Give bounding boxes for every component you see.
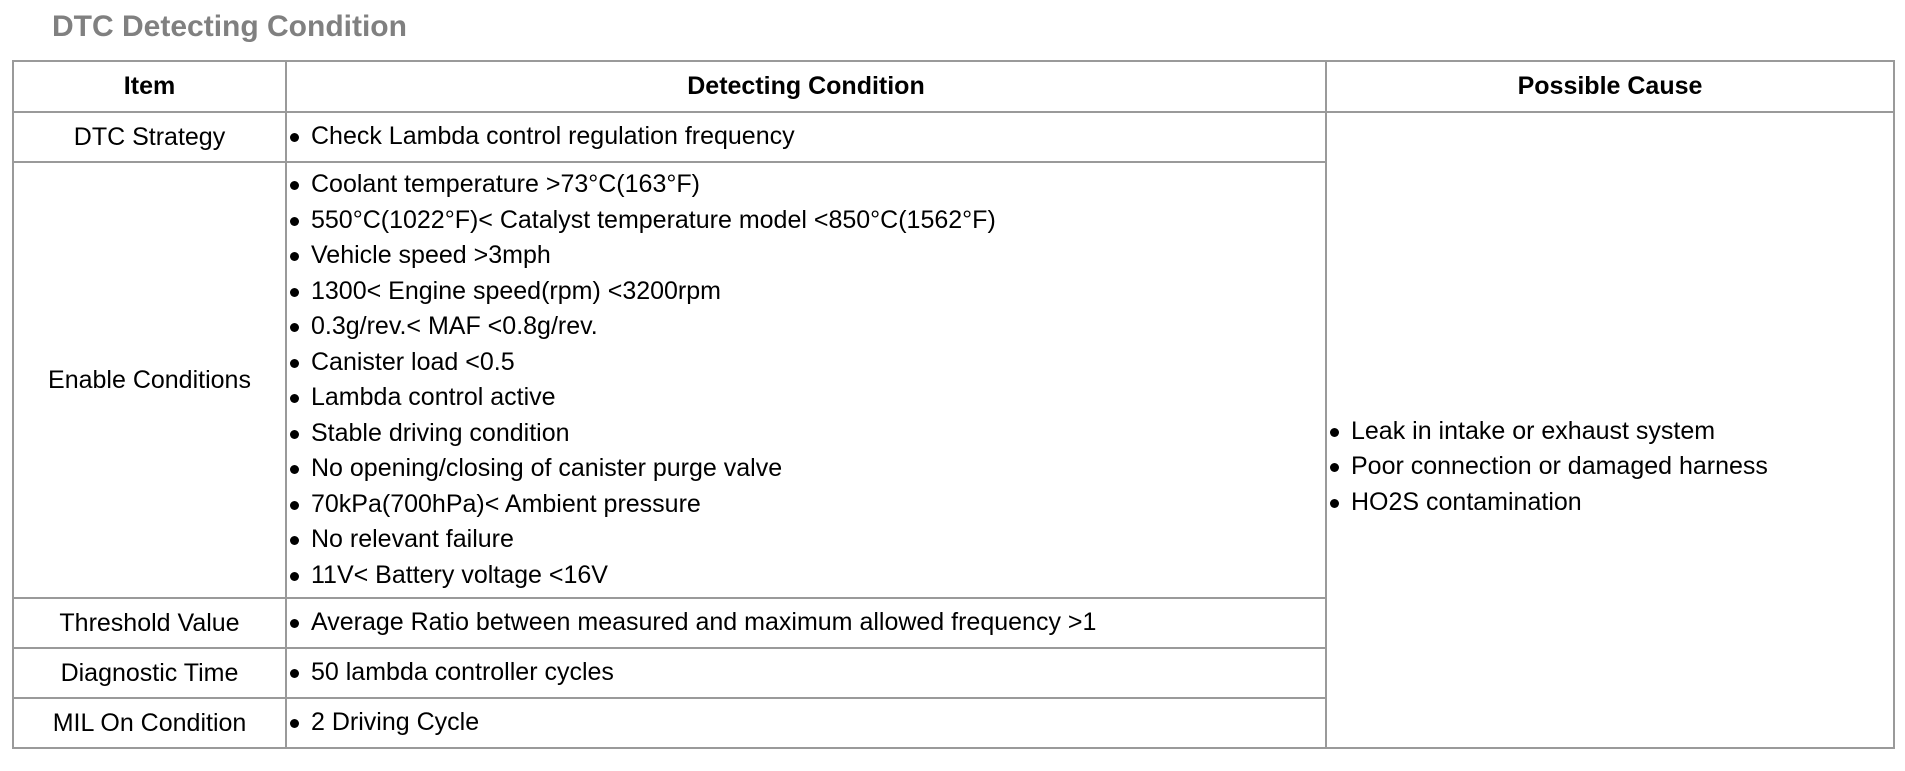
table-row xyxy=(13,112,1894,162)
list-item: Leak in intake or exhaust system xyxy=(1327,414,1893,450)
page-title: DTC Detecting Condition xyxy=(52,10,407,43)
condition-cell xyxy=(286,598,1326,648)
list-item: Lambda control active xyxy=(287,380,1325,416)
row-item-mil-on-condition: MIL On Condition xyxy=(13,698,286,748)
table-header-row xyxy=(13,61,1894,112)
list-item: Check Lambda control regulation frequency xyxy=(287,119,1325,155)
possible-cause-cell xyxy=(1326,112,1894,748)
list-item: 1300< Engine speed(rpm) <3200rpm xyxy=(287,274,1325,310)
row-item-diagnostic-time: Diagnostic Time xyxy=(13,648,286,698)
condition-cell xyxy=(286,648,1326,698)
condition-list xyxy=(287,605,1325,641)
list-item: Coolant temperature >73°C(163°F) xyxy=(287,167,1325,203)
list-item: 50 lambda controller cycles xyxy=(287,655,1325,691)
list-item: 550°C(1022°F)< Catalyst temperature model <850°C(1562°F) xyxy=(287,203,1325,239)
column-header-item: Item xyxy=(13,61,286,112)
condition-cell xyxy=(286,112,1326,162)
condition-list xyxy=(287,119,1325,155)
column-header-possible-cause: Possible Cause xyxy=(1326,61,1894,112)
list-item: Canister load <0.5 xyxy=(287,345,1325,381)
list-item: Poor connection or damaged harness xyxy=(1327,449,1893,485)
list-item: HO2S contamination xyxy=(1327,485,1893,521)
row-item-enable-conditions: Enable Conditions xyxy=(13,162,286,598)
possible-cause-list xyxy=(1327,414,1893,521)
column-header-detecting-condition: Detecting Condition xyxy=(286,61,1326,112)
list-item: 11V< Battery voltage <16V xyxy=(287,558,1325,594)
condition-list xyxy=(287,655,1325,691)
list-item: No opening/closing of canister purge valve xyxy=(287,451,1325,487)
condition-cell xyxy=(286,162,1326,598)
list-item: Average Ratio between measured and maximum allowed frequency >1 xyxy=(287,605,1325,641)
row-item-threshold-value: Threshold Value xyxy=(13,598,286,648)
list-item: 0.3g/rev.< MAF <0.8g/rev. xyxy=(287,309,1325,345)
list-item: 2 Driving Cycle xyxy=(287,705,1325,741)
row-item-dtc-strategy: DTC Strategy xyxy=(13,112,286,162)
condition-list xyxy=(287,705,1325,741)
list-item: Stable driving condition xyxy=(287,416,1325,452)
condition-cell xyxy=(286,698,1326,748)
list-item: No relevant failure xyxy=(287,522,1325,558)
dtc-table xyxy=(12,60,1895,749)
condition-list xyxy=(287,167,1325,593)
list-item: 70kPa(700hPa)< Ambient pressure xyxy=(287,487,1325,523)
list-item: Vehicle speed >3mph xyxy=(287,238,1325,274)
